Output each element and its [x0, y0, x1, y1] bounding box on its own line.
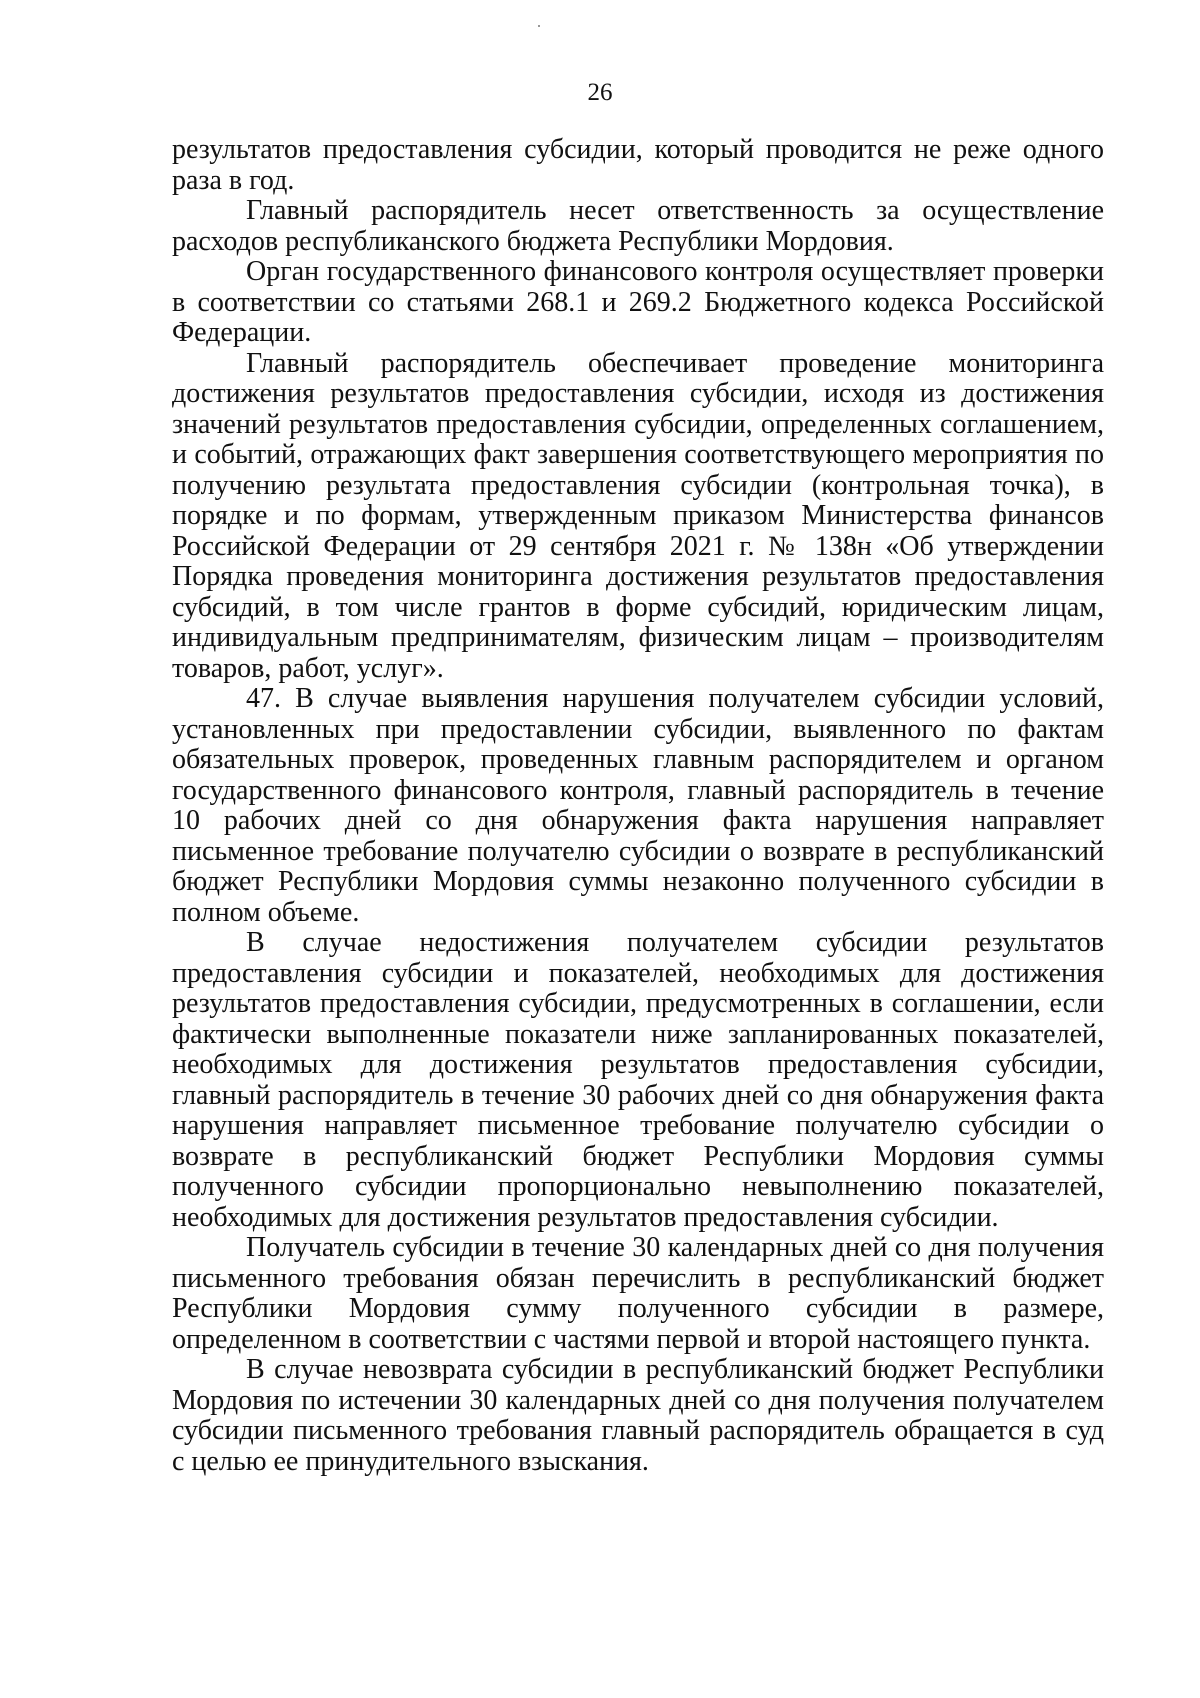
document-body: [172, 135, 1104, 1477]
paragraph-court: В случае невозврата субсидии в республиканский бюджет Республики Мордовия по истечении 30 календарных дней со дня получения получателем субсидии письменного требования главный распорядитель обращается в суд с целью ее принудительного взыскания.: [172, 1354, 1104, 1477]
paragraph-repayment: Получатель субсидии в течение 30 календарных дней со дня получения письменного требования обязан перечислить в республиканский бюджет Республики Мордовия сумму полученного субсидии в размере, определенном в соответствии с частями первой и второй настоящего пункта.: [172, 1232, 1104, 1355]
paragraph-non-achievement: В случае недостижения получателем субсидии результатов предоставления субсидии и показателей, необходимых для достижения результатов предоставления субсидии, предусмотренных в соглашении, если фактически выполненные показатели ниже запланированных показателей, необходимых для достижения результатов предоставления субсидии, главный распорядитель в течение 30 рабочих дней со дня обнаружения факта нарушения направляет письменное требование получателю субсидии о возврате в республиканский бюджет Республики Мордовия суммы полученного субсидии пропорционально невыполнению показателей, необходимых для достижения результатов предоставления субсидии.: [172, 927, 1104, 1233]
paragraph-responsibility: Главный распорядитель несет ответственность за осуществление расходов республиканского бюджета Республики Мордовия.: [172, 195, 1104, 257]
scan-speck: [538, 25, 540, 27]
paragraph-control-body: Орган государственного финансового контроля осуществляет проверки в соответствии со статьями 268.1 и 269.2 Бюджетного кодекса Российской Федерации.: [172, 256, 1104, 348]
paragraph-monitoring: Главный распорядитель обеспечивает проведение мониторинга достижения результатов предоставления субсидии, исходя из достижения значений результатов предоставления субсидии, определенных соглашением, и событий, отражающих факт завершения соответствующего мероприятия по получению результата предоставления субсидии (контрольная точка), в порядке и по формам, утвержденным приказом Министерства финансов Российской Федерации от 29 сентября 2021 г. № 138н «Об утверждении Порядка проведения мониторинга достижения результатов предоставления субсидий, в том числе грантов в форме субсидий, юридическим лицам, индивидуальным предпринимателям, физическим лицам – производителям товаров, работ, услуг».: [172, 347, 1104, 684]
page-number: 26: [587, 79, 613, 106]
paragraph-continuation: результатов предоставления субсидии, который проводится не реже одного раза в год.: [172, 134, 1104, 196]
paragraph-item-47: 47. В случае выявления нарушения получателем субсидии условий, установленных при предоставлении субсидии, выявленного по фактам обязательных проверок, проведенных главным распорядителем и органом государственного финансового контроля, главный распорядитель в течение 10 рабочих дней со дня обнаружения факта нарушения направляет письменное требование получателю субсидии о возврате в республиканский бюджет Республики Мордовия суммы незаконно полученного субсидии в полном объеме.: [172, 683, 1104, 928]
